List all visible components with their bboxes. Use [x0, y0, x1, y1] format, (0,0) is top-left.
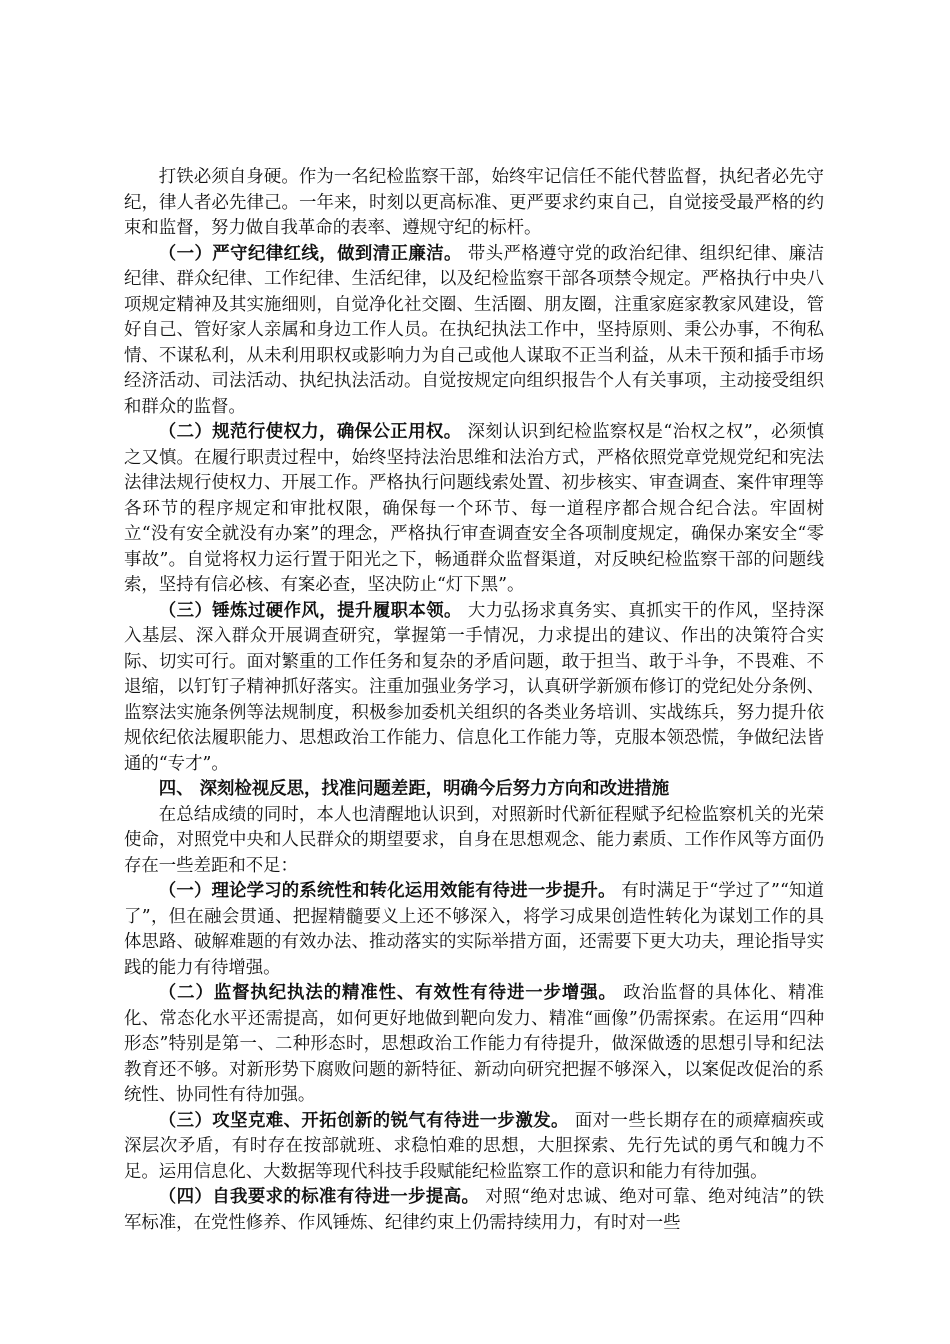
paragraph-reflection-intro [124, 803, 824, 880]
paragraph-heading: （一）严守纪律红线，做到清正廉洁。 [158, 243, 462, 264]
paragraph-discipline [124, 242, 824, 421]
paragraph-self-standard [124, 1185, 824, 1236]
paragraph-text: 深刻认识到纪检监察权是“治权之权”，必须慎之又慎。在履行职责过程中，始终坚持法治思维和法治方式，严格依照党章党规党纪和宪法法律法规行使权力、开展工作。严格执行问题线索处置、初步核实、审查调查、案件审理等各环节的程序规定和审批权限，确保每一个环节、每一道程序都合规合纪合法。牢固树立“没有安全就没有办案”的理念，严格执行审查调查安全各项制度规定，确保办案安全“零事故”。自觉将权力运行置于阳光之下，畅通群众监督渠道，对反映纪检监察干部的问题线索，坚持有信必核、有案必查，坚决防止“灯下黑”。 [124, 422, 824, 595]
paragraph-theory [124, 879, 824, 981]
document-body [124, 165, 824, 1236]
paragraph-text: 面对一些长期存在的顽瘴痼疾或深层次矛盾，有时存在按部就班、求稳怕难的思想，大胆探索、先行先试的勇气和魄力不足。运用信息化、大数据等现代科技手段赋能纪检监察工作的意识和能力有待加强。 [124, 1110, 824, 1182]
paragraph-innovation [124, 1109, 824, 1186]
paragraph-text: 政治监督的具体化、精准化、常态化水平还需提高，如何更好地做到靶向发力、精准“画像”仍需探索。在运用“四种形态”特别是第一、二种形态时，思想政治工作能力有待提升，做深做透的思想引导和纪法教育还不够。对新形势下腐败问题的新特征、新动向研究把握不够深入，以案促改促治的系统性、协同性有待加强。 [124, 983, 824, 1105]
paragraph-text: 对照“绝对忠诚、绝对可靠、绝对纯洁”的铁军标准，在党性修养、作风锤炼、纪律约束上仍需持续用力，有时对一些 [124, 1187, 824, 1233]
paragraph-heading: （四）自我要求的标准有待进一步提高。 [158, 1187, 480, 1207]
paragraph-power [124, 420, 824, 599]
paragraph-text: 打铁必须自身硬。作为一名纪检监察干部，始终牢记信任不能代替监督，执纪者必先守纪，律人者必先律己。一年来，时刻以更高标准、更严要求约束自己，自觉接受最严格的约束和监督，努力做自我革命的表率、遵规守纪的标杆。 [124, 167, 824, 238]
paragraph-heading: （一）理论学习的系统性和转化运用效能有待进一步提升。 [158, 881, 616, 901]
paragraph-heading: （二）监督执纪执法的精准性、有效性有待进一步增强。 [158, 983, 617, 1003]
paragraph-intro [124, 165, 824, 242]
paragraph-text: 在总结成绩的同时，本人也清醒地认识到，对照新时代新征程赋予纪检监察机关的光荣使命，对照党中央和人民群众的期望要求，自身在思想观念、能力素质、工作作风等方面仍存在一些差距和不足： [124, 804, 824, 876]
paragraph-text: 有时满足于“学过了”“知道了”，但在融会贯通、把握精髓要义上还不够深入，将学习成果创造性转化为谋划工作的具体思路、破解难题的有效办法、推动落实的实际举措方面，还需要下更大功夫，理论指导实践的能力有待增强。 [124, 881, 824, 978]
paragraph-text: 带头严格遵守党的政治纪律、组织纪律、廉洁纪律、群众纪律、工作纪律、生活纪律，以及纪检监察干部各项禁令规定。严格执行中央八项规定精神及其实施细则，自觉净化社交圈、生活圈、朋友圈，注重家庭家教家风建设，管好自己、管好家人亲属和身边工作人员。在执纪执法工作中，坚持原则、秉公办事，不徇私情、不谋私利，从未利用职权或影响力为自己或他人谋取不正当利益，从未干预和插手市场经济活动、司法活动、执纪执法活动。自觉按规定向组织报告个人有关事项，主动接受组织和群众的监督。 [124, 243, 824, 417]
paragraph-supervision [124, 981, 824, 1109]
paragraph-heading: （二）规范行使权力，确保公正用权。 [158, 422, 462, 442]
paragraph-text: 大力弘扬求真务实、真抓实干的作风，坚持深入基层、深入群众开展调查研究，掌握第一手情况，力求提出的建议、作出的决策符合实际、切实可行。面对繁重的工作任务和复杂的矛盾问题，敢于担当、敢于斗争，不畏难、不退缩，以钉钉子精神抓好落实。注重加强业务学习，认真研学新颁布修订的党纪处分条例、监察法实施条例等法规制度，积极参加委机关组织的各类业务培训、实战练兵，努力提升依规依纪依法履职能力、思想政治工作能力、信息化工作能力等，克服本领恐慌，争做纪法皆通的“专才”。 [124, 600, 824, 774]
paragraph-heading: （三）锤炼过硬作风，提升履职本领。 [158, 600, 462, 621]
paragraph-style [124, 599, 824, 778]
section-heading-4: 四、 深刻检视反思，找准问题差距，明确今后努力方向和改进措施 [158, 779, 670, 799]
paragraph-heading: （三）攻坚克难、开拓创新的锐气有待进一步激发。 [158, 1110, 569, 1131]
